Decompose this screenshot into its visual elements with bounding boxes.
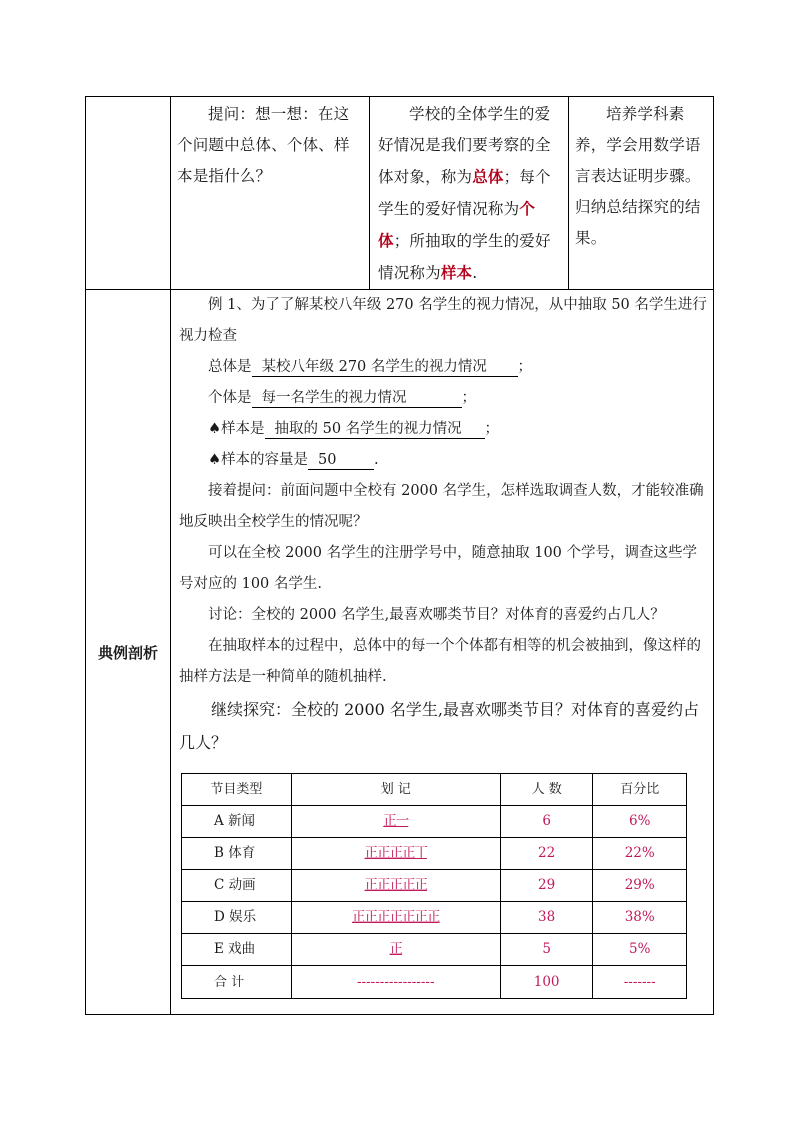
- answer-text-3: ；所抽取的学生的爱好情况称为: [378, 232, 551, 282]
- tally-table: [181, 773, 687, 999]
- section-label: 典例剖析: [86, 290, 171, 1015]
- program-type: A 新闻: [182, 806, 292, 838]
- count-cell: 5: [500, 934, 593, 966]
- program-type: B 体育: [182, 838, 292, 870]
- tally-marks: 正正正正正: [291, 870, 500, 902]
- population-line: 总体是 某校八年级 270 名学生的视力情况 ；: [208, 359, 532, 375]
- percent-cell: 6%: [593, 806, 687, 838]
- header-percent: 百分比: [593, 774, 687, 806]
- further-exploration: 继续探究：全校的 2000 名学生,最喜欢哪类节目？对体育的喜爱约占几人？: [179, 700, 699, 752]
- example-content: [171, 290, 713, 999]
- term-population: 总体: [472, 167, 504, 186]
- sample-size-line: ♠样本的容量是 50 .: [208, 452, 379, 468]
- percent-cell: 38%: [593, 902, 687, 934]
- table-row: [182, 870, 687, 902]
- sample-answer: 抽取的 50 名学生的视力情况: [265, 420, 485, 439]
- sample-line: ♠样本是 抽取的 50 名学生的视力情况 ；: [208, 421, 499, 437]
- total-percent: -------: [593, 966, 687, 999]
- design-intent-cell: [569, 97, 714, 290]
- total-tally: -----------------: [291, 966, 500, 999]
- percent-cell: 29%: [593, 870, 687, 902]
- count-cell: 22: [500, 838, 593, 870]
- term-individual: 个体: [378, 199, 536, 250]
- lesson-row-example: [86, 290, 714, 1015]
- teacher-question: 提问：想一想：在这个问题中总体、个体、样本是指什么？: [177, 105, 350, 185]
- tally-marks: 正正正正正正正: [291, 902, 500, 934]
- term-sample: 样本: [440, 263, 473, 282]
- count-cell: 6: [500, 806, 593, 838]
- individual-answer: 每一名学生的视力情况: [252, 389, 462, 408]
- count-cell: 38: [500, 902, 593, 934]
- lesson-table: [85, 96, 714, 1015]
- empty-label-cell: [86, 97, 171, 290]
- program-type: E 戏曲: [182, 934, 292, 966]
- follow-up-question: 接着提问：前面问题中全校有 2000 名学生，怎样选取调查人数，才能较准确地反映出全校学生的情况呢？: [179, 483, 704, 530]
- table-total-row: [182, 966, 687, 999]
- discussion: 讨论：全校的 2000 名学生,最喜欢哪类节目？对体育的喜爱约占几人？: [208, 607, 665, 623]
- percent-cell: 5%: [593, 934, 687, 966]
- total-label: 合 计: [182, 966, 292, 999]
- population-answer: 某校八年级 270 名学生的视力情况: [252, 358, 518, 377]
- percent-cell: 22%: [593, 838, 687, 870]
- design-intent: 培养学科素养，学会用数学语言表达证明步骤。归纳总结探究的结果。: [575, 105, 701, 247]
- tally-marks: 正: [291, 934, 500, 966]
- program-type: C 动画: [182, 870, 292, 902]
- answer-text-2: ；每个学生的爱好情况称为: [378, 168, 551, 218]
- table-row: [182, 806, 687, 838]
- header-type: 节目类型: [182, 774, 292, 806]
- header-count: 人 数: [500, 774, 593, 806]
- program-type: D 娱乐: [182, 902, 292, 934]
- table-row: [182, 902, 687, 934]
- tally-marks: 正一: [291, 806, 500, 838]
- answer-text-4: .: [472, 264, 478, 282]
- sampling-method: 在抽取样本的过程中，总体中的每一个个体都有相等的机会被抽到，像这样的抽样方法是一种简单的随机抽样.: [179, 638, 701, 685]
- sample-size-answer: 50: [308, 451, 374, 470]
- student-answer-cell: [370, 97, 569, 290]
- tally-header-row: [182, 774, 687, 806]
- answer-text-1: 学校的全体学生的爱好情况是我们要考察的全体对象，称为: [378, 105, 551, 186]
- individual-line: 个体是 每一名学生的视力情况 ；: [208, 390, 476, 406]
- tally-marks: 正正正正丅: [291, 838, 500, 870]
- count-cell: 29: [500, 870, 593, 902]
- total-count: 100: [500, 966, 593, 999]
- header-tally: 划 记: [291, 774, 500, 806]
- follow-up-answer: 可以在全校 2000 名学生的注册学号中，随意抽取 100 个学号，调查这些学号对应的 100 名学生.: [179, 545, 698, 592]
- lesson-row-question: [86, 97, 714, 290]
- table-row: [182, 838, 687, 870]
- teacher-question-cell: [171, 97, 370, 290]
- example-content-cell: [171, 290, 714, 1015]
- example-statement: 例 1、为了了解某校八年级 270 名学生的视力情况，从中抽取 50 名学生进行视力检查: [179, 297, 707, 344]
- student-answer: [370, 97, 568, 289]
- table-row: [182, 934, 687, 966]
